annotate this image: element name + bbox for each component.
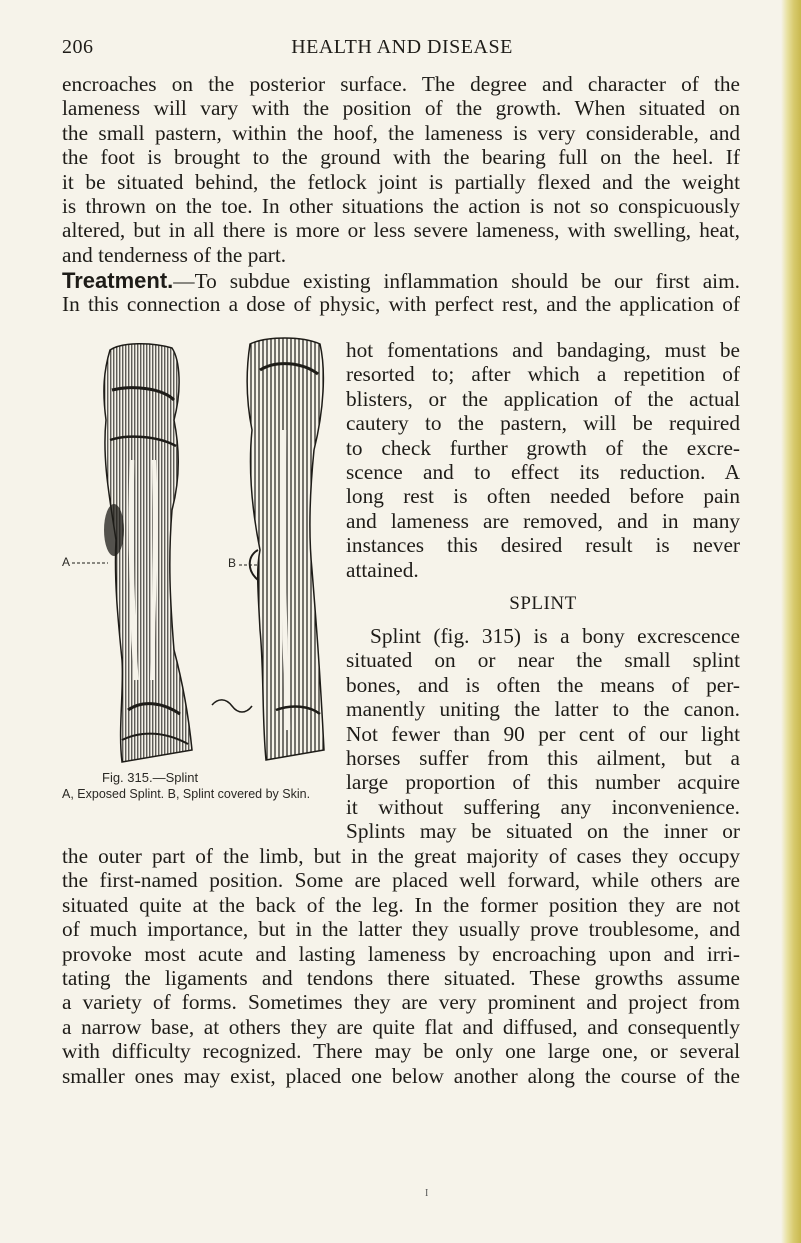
text-line: lameness will vary with the position of the growth. When situated on bbox=[62, 96, 740, 121]
text-line: situated quite at the back of the leg. In the former position they are not bbox=[62, 892, 740, 917]
text-line: and tenderness of the part. bbox=[62, 242, 287, 267]
paragraph-splint-full bbox=[62, 844, 740, 1088]
text-line: Splint (fig. 315) is a bony excrescence bbox=[370, 624, 740, 648]
text-line: altered, but in all there is more or less severe lameness, with swelling, heat, bbox=[62, 218, 740, 243]
label-a: A bbox=[62, 555, 71, 569]
page-number: 206 bbox=[62, 36, 94, 58]
text-line: long rest is often needed before pain bbox=[346, 484, 740, 509]
text-line: In this connection a dose of physic, with perfect rest, and the application of bbox=[62, 292, 740, 316]
paragraph-lameness bbox=[62, 72, 740, 267]
text-line: encroaches on the posterior surface. The degree and character of the bbox=[62, 72, 740, 96]
page-header bbox=[62, 36, 742, 60]
text-line: Not fewer than 90 per cent of our light bbox=[346, 721, 740, 746]
text-line: and lameness are removed, and in many bbox=[346, 508, 740, 533]
text-line: the foot is brought to the ground with the bearing full on the heel. If bbox=[62, 145, 740, 170]
text-line: of much importance, but in the latter they usually prove troublesome, and bbox=[62, 917, 740, 942]
text-line: scence and to effect its reduction. A bbox=[346, 460, 740, 485]
exposed-splint-leg bbox=[104, 344, 192, 762]
folio-mark: I bbox=[425, 1188, 429, 1199]
text-line: hot fomentations and bandaging, must be bbox=[346, 338, 740, 362]
text-line: situated on or near the small splint bbox=[346, 648, 740, 673]
text-line: instances this desired result is never bbox=[346, 533, 740, 558]
text-line: tating the ligaments and tendons there situated. These growths assume bbox=[62, 966, 740, 991]
text-line: manently uniting the latter to the canon. bbox=[346, 697, 740, 722]
paragraph-treatment-narrow bbox=[346, 338, 740, 582]
text-line: the small pastern, within the hoof, the lameness is very considerable, and bbox=[62, 120, 740, 145]
text-line: it be situated behind, the fetlock joint is partially flexed and the weight bbox=[62, 169, 740, 194]
text-line: a variety of forms. Sometimes they are very prominent and project from bbox=[62, 990, 740, 1015]
text-line: Splints may be situated on the inner or bbox=[346, 819, 740, 844]
text-line: it without suffering any inconvenience. bbox=[346, 794, 740, 819]
text-line: provoke most acute and lasting lameness by encroaching upon and irri- bbox=[62, 941, 740, 966]
splint-illustration bbox=[62, 330, 362, 770]
text-line: a narrow base, at others they are quite flat and diffused, and consequently bbox=[62, 1014, 740, 1039]
section-heading-splint: SPLINT bbox=[509, 593, 577, 614]
text-line: the first-named position. Some are placed well forward, while others are bbox=[62, 868, 740, 893]
treatment-first-line-rest: —To subdue existing inflammation should be our first aim. bbox=[173, 269, 740, 293]
text-line: horses suffer from this ailment, but a bbox=[346, 746, 740, 771]
text-line: blisters, or the application of the actual bbox=[346, 386, 740, 411]
page-edge bbox=[781, 0, 801, 1243]
text-line: smaller ones may exist, placed one below another along the course of the bbox=[62, 1063, 740, 1088]
paragraph-splint-narrow bbox=[346, 624, 740, 844]
text-line: with difficulty recognized. There may be only one large one, or several bbox=[62, 1039, 740, 1064]
figure-caption-legend: A, Exposed Splint. B, Splint covered by Skin. bbox=[62, 787, 311, 801]
figure-caption-title: Fig. 315.—Splint bbox=[102, 770, 199, 785]
treatment-first-line bbox=[62, 267, 740, 295]
text-line: bones, and is often the means of per- bbox=[346, 672, 740, 697]
treatment-heading: Treatment. bbox=[62, 268, 174, 293]
figure-315 bbox=[62, 330, 362, 770]
text-line: is thrown on the toe. In other situations the action is not so conspicuously bbox=[62, 194, 740, 219]
text-line: resorted to; after which a repetition of bbox=[346, 362, 740, 387]
text-line: attained. bbox=[346, 557, 419, 582]
running-title: HEALTH AND DISEASE bbox=[291, 36, 513, 58]
paragraph-treatment bbox=[62, 267, 740, 316]
label-b: B bbox=[228, 556, 237, 570]
covered-splint-leg bbox=[212, 338, 324, 760]
text-line: large proportion of this number acquire bbox=[346, 770, 740, 795]
text-line: cautery to the pastern, will be required bbox=[346, 411, 740, 436]
text-line: to check further growth of the excre- bbox=[346, 435, 740, 460]
text-line: the outer part of the limb, but in the great majority of cases they occupy bbox=[62, 844, 740, 868]
